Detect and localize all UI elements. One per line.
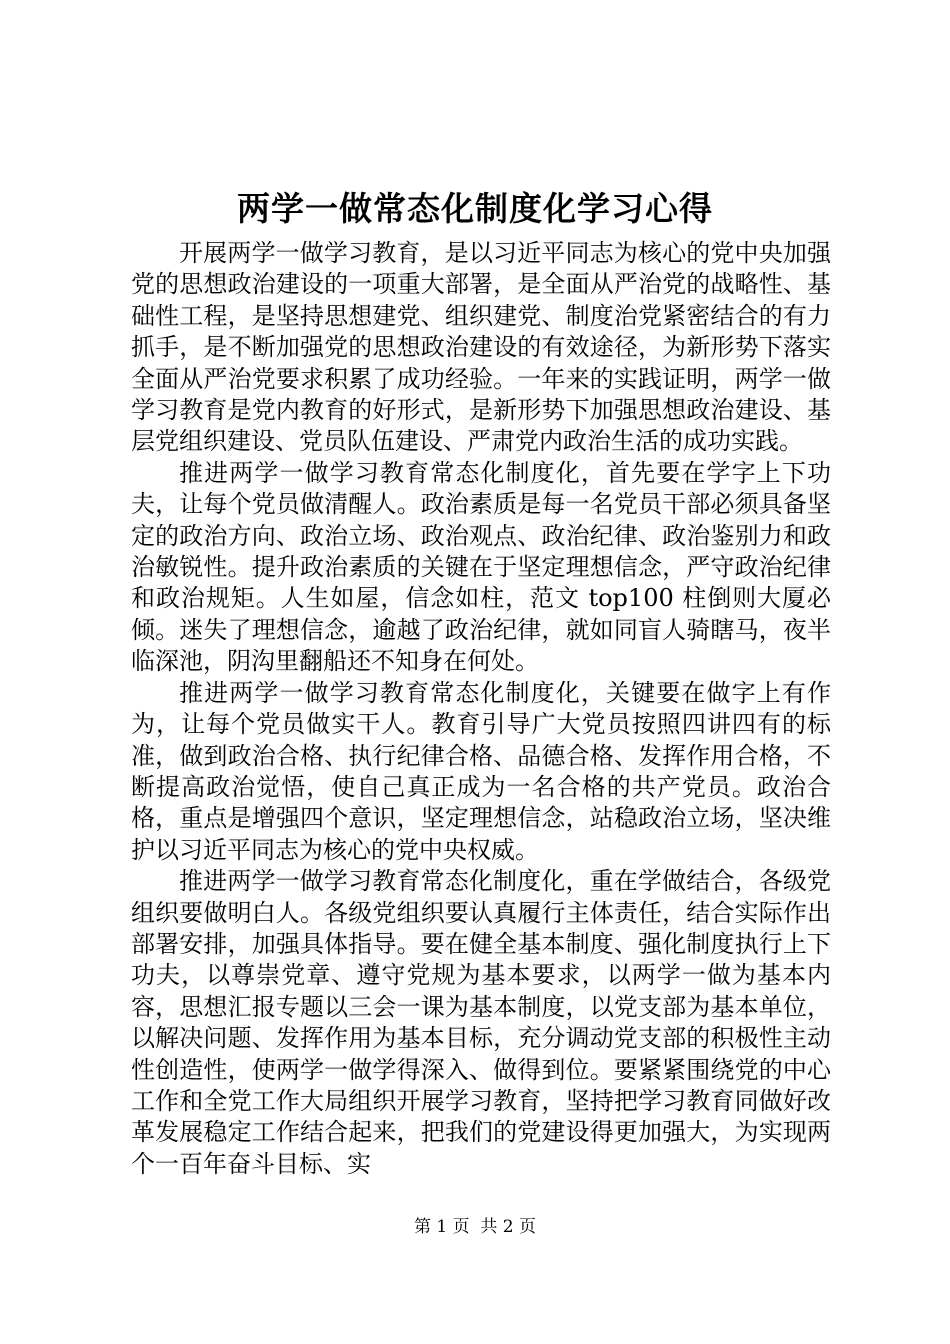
document-body	[131, 238, 831, 1180]
paragraph-3: 推进两学一做学习教育常态化制度化，关键要在做字上有作为，让每个党员做实干人。教育引导广大党员按照四讲四有的标准，做到政治合格、执行纪律合格、品德合格、发挥作用合格，不断提高政治觉悟，使自己真正成为一名合格的共产党员。政治合格，重点是增强四个意识，坚定理想信念，站稳政治立场，坚决维护以习近平同志为核心的党中央权威。	[131, 678, 831, 864]
paragraph-1: 开展两学一做学习教育，是以习近平同志为核心的党中央加强党的思想政治建设的一项重大部署，是全面从严治党的战略性、基础性工程，是坚持思想建党、组织建党、制度治党紧密结合的有力抓手，是不断加强党的思想政治建设的有效途径，为新形势下落实全面从严治党要求积累了成功经验。一年来的实践证明，两学一做学习教育是党内教育的好形式，是新形势下加强思想政治建设、基层党组织建设、党员队伍建设、严肃党内政治生活的成功实践。	[131, 239, 831, 456]
document-title: 两学一做常态化制度化学习心得	[237, 189, 713, 228]
paragraph-4: 推进两学一做学习教育常态化制度化，重在学做结合，各级党组织要做明白人。各级党组织要认真履行主体责任，结合实际作出部署安排，加强具体指导。要在健全基本制度、强化制度执行上下功夫，以尊崇党章、遵守党规为基本要求，以两学一做为基本内容，思想汇报专题以三会一课为基本制度，以党支部为基本单位，以解决问题、发挥作用为基本目标，充分调动党支部的积极性主动性创造性，使两学一做学得深入、做得到位。要紧紧围绕党的中心工作和全党工作大局组织开展学习教育，坚持把学习教育同做好改革发展稳定工作结合起来，把我们的党建设得更加强大，为实现两个一百年奋斗目标、实	[131, 867, 831, 1178]
page-number-footer: 第 1 页 共 2 页	[413, 1217, 537, 1237]
paragraph-2: 推进两学一做学习教育常态化制度化，首先要在学字上下功夫，让每个党员做清醒人。政治素质是每一名党员干部必须具备坚定的政治方向、政治立场、政治观点、政治纪律、政治鉴别力和政治敏锐性。提升政治素质的关键在于坚定理想信念，严守政治纪律和政治规矩。人生如屋，信念如柱，范文 top100 柱倒则大厦必倾。迷失了理想信念，逾越了政治纪律，就如同盲人骑瞎马，夜半临深池，阴沟里翻船还不知身在何处。	[131, 458, 831, 676]
